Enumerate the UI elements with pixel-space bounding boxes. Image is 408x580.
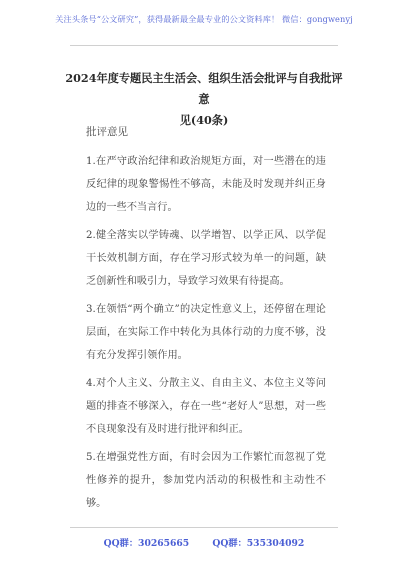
header-divider <box>70 45 338 46</box>
qq-group-2: QQ群：535304092 <box>212 538 305 549</box>
footer-divider <box>70 527 338 528</box>
paragraph-2: 2.健全落实以学铸魂、以学增智、以学正风、以学促干长效机制方面，存在学习形式较为单一的问题，缺乏创新性和吸引力，导致学习效果有待提高。 <box>86 230 326 287</box>
qq-group-1: QQ群：30265665 <box>103 538 190 549</box>
paragraph-5: 5.在增强党性方面，有时会因为工作繁忙而忽视了党性修养的提升，参加党内活动的积极性和主动性不够。 <box>86 452 326 509</box>
footer <box>0 535 408 549</box>
paragraph-4: 4.对个人主义、分散主义、自由主义、本位主义等问题的排查不够深入，存在一些“老好人”思想，对一些不良现象没有及时进行批评和纠正。 <box>86 378 326 435</box>
header-notice: 关注头条号“公文研究”，获得最新最全最专业的公文资料库！ 微信：gongwenyj <box>55 14 353 24</box>
section-label: 批评意见 <box>86 126 128 138</box>
title-line-2: 见(40条) <box>179 113 229 127</box>
paragraph-1: 1.在严守政治纪律和政治规矩方面，对一些潜在的违反纪律的现象警惕性不够高，未能及时发现并纠正身边的一些不当言行。 <box>86 156 326 213</box>
title-line-1: 2024年度专题民主生活会、组织生活会批评与自我批评意 <box>65 71 343 106</box>
document-title <box>60 68 348 131</box>
paragraph-3: 3.在领悟“两个确立”的决定性意义上，还停留在理论层面，在实际工作中转化为具体行动的力度不够，没有充分发挥引领作用。 <box>86 304 326 361</box>
